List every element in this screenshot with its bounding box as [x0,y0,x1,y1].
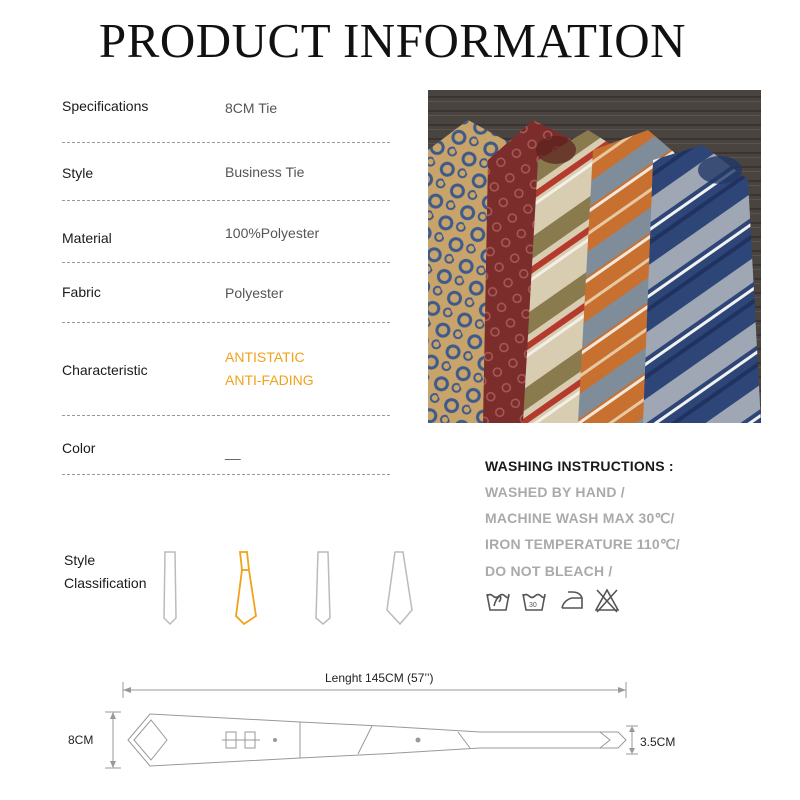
no-bleach-icon [596,590,618,612]
page-title: PRODUCT INFORMATION [98,13,687,68]
machine-wash-30-icon [523,594,545,610]
spec-value-characteristic [225,346,314,392]
selected-tie-shape [236,552,256,624]
iron-icon [562,592,582,608]
spec-label-specifications: Specifications [62,98,149,114]
characteristic-antistatic: ANTISTATIC [225,349,305,365]
divider [62,415,390,416]
wash-temp-label: 30 [529,602,537,609]
style-classification-label [64,549,146,595]
tip-label: 3.5CM [640,735,676,749]
divider [62,262,390,263]
washing-line-machine: MACHINE WASH MAX 30℃/ [485,510,675,526]
washing-heading: WASHING INSTRUCTIONS : [485,458,674,474]
washing-icons [485,586,625,614]
spec-label-material: Material [62,230,112,246]
width-label: 8CM [68,733,94,747]
style-classification-line1: Style [64,552,96,568]
spec-label-fabric: Fabric [62,284,101,300]
spec-value-style: Business Tie [225,164,305,180]
wide-tie-shape [387,552,412,624]
spec-value-fabric: Polyester [225,285,284,301]
length-label: Lenght 145CM (57’’) [325,671,434,685]
divider [62,142,390,143]
divider [62,200,390,201]
spec-value-specifications: 8CM Tie [225,100,278,116]
spec-value-material: 100%Polyester [225,225,320,241]
washing-line-bleach: DO NOT BLEACH / [485,563,613,579]
style-shapes [150,548,420,628]
spec-label-color: Color [62,440,96,456]
hand-wash-icon [487,594,509,610]
divider [62,322,390,323]
spec-value-color: __ [225,444,241,460]
washing-line-iron: IRON TEMPERATURE 110℃/ [485,536,680,552]
style-classification-line2: Classification [64,575,147,591]
slim-tie-shape [164,552,176,624]
tie-outline [128,714,626,766]
tie-dimension-diagram [0,660,800,800]
washing-line-hand: WASHED BY HAND / [485,484,625,500]
characteristic-anti-fading: ANTI-FADING [225,372,314,388]
product-photo [428,90,761,423]
straight-tie-shape [316,552,330,624]
spec-label-style: Style [62,165,94,181]
divider [62,474,390,475]
spec-label-characteristic: Characteristic [62,362,148,378]
